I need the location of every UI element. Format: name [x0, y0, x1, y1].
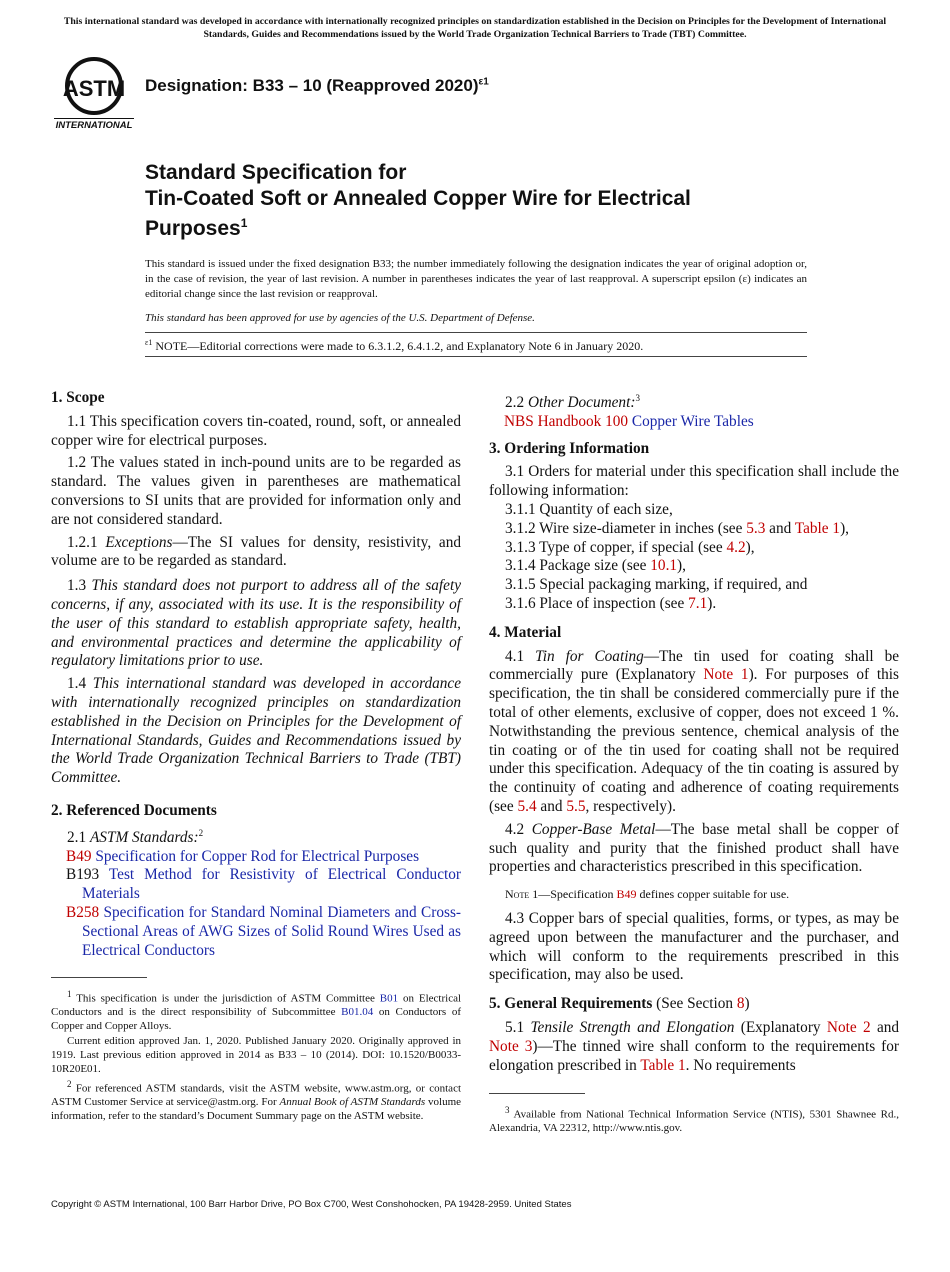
item-3-1-6: 3.1.6 Place of inspection (see 7.1). [505, 595, 717, 613]
footnote-3: $^3$ Available from National Technical Information Service (NTIS), 5301 Shawnee Rd., Alexandria, VA 22312, http://www.ntis.gov. [489, 1105, 899, 1135]
intro-text: This standard is issued under the fixed designation B33; the number immediately following the designation indicates the year of original adoption or, in the case of revision, the year of last revision. A number in parentheses indicates the year of last reapproval. A superscript epsilon (ε) indicates an editorial change since the last revision or reapproval. [145, 258, 807, 301]
page-title [145, 160, 845, 242]
copyright: Copyright © ASTM International, 100 Barr Harbor Drive, PO Box C700, West Conshohocken, PA 19428-2959. United States [51, 1199, 572, 1210]
xref-note-3[interactable]: Note 3 [489, 1037, 533, 1055]
para-5-1: 5.1 Tensile Strength and Elongation (Explanatory Note 2 and Note 3)—The tinned wire shall conform to the requirements for elongation prescribed in Table 1. No requirements [489, 1019, 900, 1074]
xref-b49[interactable]: B49 [616, 887, 637, 902]
xref-10-1[interactable]: 10.1 [650, 557, 678, 575]
item-3-1-1: 3.1.1 Quantity of each size, [505, 501, 673, 519]
item-3-1-4: 3.1.4 Package size (see 10.1), [505, 557, 686, 575]
xref-table-1b[interactable]: Table 1 [640, 1056, 686, 1074]
para-1-1: 1.1 This specification covers tin-coated, round, soft, or annealed copper wire for electrical purposes. [51, 412, 461, 449]
para-4-3: 4.3 Copper bars of special qualities, forms, or types, as may be agreed upon between the manufacturer and the purchaser, and which will conform to the requirements prescribed in this specification, may also be used. [489, 910, 899, 984]
logo-org: INTERNATIONAL [55, 120, 133, 131]
footnote-2: $^2$ For referenced ASTM standards, visit the ASTM website, www.astm.org, or contact ASTM Customer Service at service@astm.org. For Annual Book of ASTM Standards volume information, refer to the standard’s Document Summary page on the ASTM website. [51, 1079, 462, 1123]
footnote-1-edition: Current edition approved Jan. 1, 2020. Published January 2020. Originally approved in 1919. Last previous edition approved in 2014 as B33 – 10 (2014). DOI: 10.1520/B0033-10R20E01. [51, 1035, 461, 1075]
xref-5-3[interactable]: 5.3 [746, 519, 766, 537]
link-b01[interactable]: B01 [379, 992, 399, 1005]
right-footnotes [489, 1093, 899, 1138]
ref-nbs-handbook[interactable]: NBS Handbook 100 Copper Wire Tables [504, 412, 754, 430]
left-column [51, 389, 461, 960]
para-2-2: 2.2 Other Document:$^3$ [505, 393, 640, 412]
designation-sup: ε1 [478, 76, 489, 88]
designation [145, 76, 489, 96]
xref-note-1[interactable]: Note 1 [703, 666, 749, 684]
xref-4-2[interactable]: 4.2 [726, 538, 746, 556]
section-1-heading: 1. Scope [51, 389, 105, 406]
para-4-2: 4.2 Copper-Base Metal—The base metal shall be copper of such quality and purity that the finished product shall have properties and characteristics prescribed in this specification. [489, 820, 899, 876]
section-5-heading: 5. General Requirements (See Section 8) [489, 995, 750, 1013]
astm-logo [54, 56, 134, 132]
footnote-1: $^1$ This specification is under the jurisdiction of ASTM Committee B01 on Electrical Conductors and is the direct responsibility of Subcommittee B01.04 on Conductors of Copper and Copper Alloys. [51, 989, 462, 1032]
designation-label: Designation: B33 – 10 (Reapproved 2020) [145, 76, 479, 95]
xref-section-8[interactable]: 8 [736, 995, 745, 1013]
logo-letters: ASTM [62, 76, 126, 101]
ref-b193[interactable]: B193 Test Method for Resistivity of Electrical Conductor Materials [66, 866, 461, 903]
title-footnote-ref: 1 [240, 216, 248, 230]
item-3-1-5: 3.1.5 Special packaging marking, if required, and [505, 576, 808, 594]
section-3-heading: 3. Ordering Information [489, 439, 650, 457]
editorial-note: $^{\varepsilon 1}$ NOTE—Editorial corrections were made to 6.3.1.2, 6.4.1.2, and Explanatory Note 6 in January 2020. [145, 332, 807, 357]
xref-table-1[interactable]: Table 1 [794, 519, 841, 537]
xref-7-1[interactable]: 7.1 [688, 595, 708, 613]
para-1-4: 1.4 This international standard was developed in accordance with internationally recognized principles on standardization established in the Decision on Principles for the Development of International Standards, Guides and Recommendations issued by the World Trade Organization Technical Barriers to Trade (TBT) Committee. [51, 675, 461, 787]
para-3-1: 3.1 Orders for material under this specification shall include the following information: [489, 463, 899, 500]
xref-5-5[interactable]: 5.5 [566, 798, 586, 816]
item-3-1-3: 3.1.3 Type of copper, if special (see 4.2), [505, 538, 755, 556]
xref-note-2[interactable]: Note 2 [826, 1019, 871, 1036]
footnote-separator-right [489, 1093, 585, 1094]
section-4-heading: 4. Material [489, 623, 562, 641]
footnote-separator [51, 977, 147, 978]
left-footnotes [51, 977, 461, 1126]
title-line-3: Purposes$^1$ [145, 216, 248, 240]
para-2-1: 2.1 ASTM Standards:$^2$ [67, 827, 204, 846]
approved-note: This standard has been approved for use by agencies of the U.S. Department of Defense. [145, 312, 535, 324]
para-1-2: 1.2 The values stated in inch-pound units are to be regarded as standard. The values given in parentheses are mathematical conversions to SI units that are provided for information only and are not considered standard. [51, 454, 461, 528]
item-3-1-2: 3.1.2 Wire size-diameter in inches (see 5.3 and Table 1), [505, 519, 849, 537]
ref-b258[interactable]: B258 Specification for Standard Nominal Diameters and Cross-Sectional Areas of AWG Sizes of Solid Round Wires Used as Electrical Conductors [66, 904, 461, 959]
para-1-3: 1.3 This standard does not purport to address all of the safety concerns, if any, associated with its use. It is the responsibility of the user of this standard to establish appropriate safety, health, and environmental practices and determine the applicability of regulatory limitations prior to use. [51, 577, 462, 670]
note-1: Note 1—Specification B49 defines copper suitable for use. [505, 887, 790, 902]
para-1-2-1: 1.2.1 Exceptions—The SI values for density, resistivity, and volume are to be regarded as standard. [51, 533, 462, 570]
title-line-1: Standard Specification for [145, 161, 407, 184]
ref-b49[interactable]: B49 Specification for Copper Rod for Electrical Purposes [66, 847, 420, 865]
header-notice: This international standard was developed in accordance with internationally recognized principles on standardization established in the Decision on Principles for the Development of International Standards, Guides and Recommendations issued by the World Trade Organization Technical Barriers to Trade (TBT) Committee. [63, 16, 887, 40]
link-b0104[interactable]: B01.04 [341, 1006, 374, 1019]
para-4-1: 4.1 Tin for Coating—The tin used for coating shall be commercially pure (Explanatory Note 1). For purposes of this specification, the tin shall be considered commercially pure if the total of other elements, exclusive of copper, does not exceed 1 %. Notwithstanding the previous sentence, chemical analysis of the tin coating or of the tin used for coating shall not be required under this specification. Adequacy of the tin coating is assured by the continuity of coating and adherence of coating requirements (see 5.4 and 5.5, respectively). [489, 647, 900, 816]
xref-5-4[interactable]: 5.4 [517, 798, 537, 816]
title-line-2: Tin-Coated Soft or Annealed Copper Wire for Electrical [145, 186, 691, 210]
section-2-heading: 2. Referenced Documents [51, 801, 217, 819]
right-column [489, 389, 899, 1079]
